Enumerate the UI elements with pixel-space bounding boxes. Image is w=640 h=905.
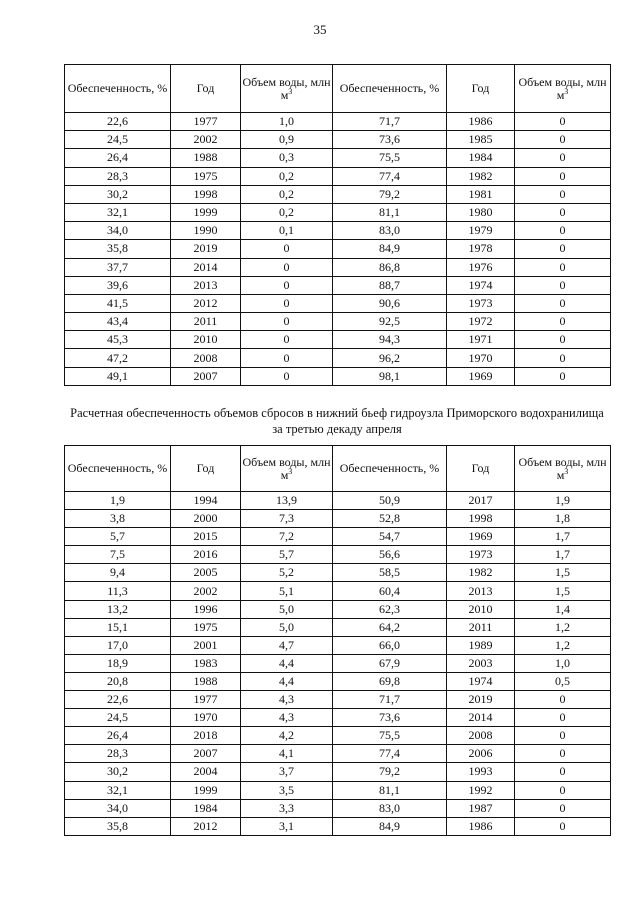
table-cell: 77,4 bbox=[333, 745, 447, 763]
table-cell: 30,2 bbox=[65, 185, 171, 203]
table-cell: 2002 bbox=[171, 582, 241, 600]
table-cell: 2014 bbox=[447, 709, 515, 727]
table-cell: 0,1 bbox=[241, 222, 333, 240]
table-cell: 0 bbox=[515, 799, 611, 817]
table-cell: 0 bbox=[515, 691, 611, 709]
table-cell: 1986 bbox=[447, 817, 515, 835]
table-cell: 0 bbox=[515, 258, 611, 276]
table-cell: 5,2 bbox=[241, 564, 333, 582]
table-row bbox=[65, 727, 611, 745]
table-cell: 62,3 bbox=[333, 600, 447, 618]
table-row bbox=[65, 654, 611, 672]
table-cell: 1978 bbox=[447, 240, 515, 258]
table-cell: 39,6 bbox=[65, 276, 171, 294]
supply-table-2 bbox=[64, 445, 611, 836]
table-cell: 1982 bbox=[447, 167, 515, 185]
table-cell: 81,1 bbox=[333, 203, 447, 221]
table-cell: 79,2 bbox=[333, 185, 447, 203]
table-cell: 83,0 bbox=[333, 222, 447, 240]
table-row bbox=[65, 203, 611, 221]
table-cell: 0 bbox=[241, 276, 333, 294]
table-cell: 4,4 bbox=[241, 672, 333, 690]
table-row bbox=[65, 367, 611, 385]
table-row bbox=[65, 349, 611, 367]
table-cell: 77,4 bbox=[333, 167, 447, 185]
table-row bbox=[65, 709, 611, 727]
table-cell: 1987 bbox=[447, 799, 515, 817]
table-row bbox=[65, 781, 611, 799]
table-cell: 1974 bbox=[447, 276, 515, 294]
table-cell: 1974 bbox=[447, 672, 515, 690]
header-supply bbox=[65, 65, 171, 113]
header-volume bbox=[241, 446, 333, 492]
table-body bbox=[65, 492, 611, 836]
table-cell: 1,9 bbox=[65, 492, 171, 510]
table-cell: 3,8 bbox=[65, 510, 171, 528]
table-cell: 3,1 bbox=[241, 817, 333, 835]
table-cell: 1,0 bbox=[241, 113, 333, 131]
table-cell: 1,9 bbox=[515, 492, 611, 510]
table-cell: 2018 bbox=[171, 727, 241, 745]
table-cell: 5,7 bbox=[65, 528, 171, 546]
table-row bbox=[65, 564, 611, 582]
table-row bbox=[65, 817, 611, 835]
table-cell: 79,2 bbox=[333, 763, 447, 781]
table-cell: 34,0 bbox=[65, 799, 171, 817]
table-cell: 2019 bbox=[447, 691, 515, 709]
table-cell: 90,6 bbox=[333, 294, 447, 312]
table-cell: 26,4 bbox=[65, 727, 171, 745]
table-cell: 84,9 bbox=[333, 240, 447, 258]
table-cell: 0,2 bbox=[241, 185, 333, 203]
table-cell: 66,0 bbox=[333, 636, 447, 654]
table-cell: 0,2 bbox=[241, 167, 333, 185]
table-cell: 37,7 bbox=[65, 258, 171, 276]
table-cell: 1969 bbox=[447, 367, 515, 385]
table-cell: 1999 bbox=[171, 781, 241, 799]
table-cell: 35,8 bbox=[65, 240, 171, 258]
table-cell: 4,7 bbox=[241, 636, 333, 654]
table-cell: 0 bbox=[241, 240, 333, 258]
table-cell: 0 bbox=[515, 240, 611, 258]
table-body bbox=[65, 113, 611, 386]
table-cell: 0 bbox=[515, 185, 611, 203]
table-cell: 0 bbox=[515, 294, 611, 312]
header-supply-label: Обеспеченность, % bbox=[339, 81, 440, 95]
table-cell: 1992 bbox=[447, 781, 515, 799]
table-cell: 4,1 bbox=[241, 745, 333, 763]
table-cell: 2007 bbox=[171, 745, 241, 763]
table-row bbox=[65, 131, 611, 149]
table-cell: 0 bbox=[515, 781, 611, 799]
table-cell: 41,5 bbox=[65, 294, 171, 312]
header-volume bbox=[241, 65, 333, 113]
table-cell: 4,4 bbox=[241, 654, 333, 672]
table-cell: 1,7 bbox=[515, 546, 611, 564]
table-cell: 9,4 bbox=[65, 564, 171, 582]
table-cell: 32,1 bbox=[65, 781, 171, 799]
header-year bbox=[171, 65, 241, 113]
table-cell: 15,1 bbox=[65, 618, 171, 636]
table-cell: 2012 bbox=[171, 294, 241, 312]
table-row bbox=[65, 636, 611, 654]
table-cell: 71,7 bbox=[333, 113, 447, 131]
header-volume-sup: 3 bbox=[288, 86, 293, 96]
table-row bbox=[65, 113, 611, 131]
table-cell: 0 bbox=[515, 113, 611, 131]
table-row bbox=[65, 294, 611, 312]
table-row bbox=[65, 582, 611, 600]
header-volume-sup: 3 bbox=[564, 466, 569, 476]
table-cell: 1,7 bbox=[515, 528, 611, 546]
table-cell: 2019 bbox=[171, 240, 241, 258]
table-cell: 0 bbox=[241, 294, 333, 312]
table-cell: 54,7 bbox=[333, 528, 447, 546]
table-cell: 2013 bbox=[447, 582, 515, 600]
table-cell: 0,3 bbox=[241, 149, 333, 167]
table-cell: 2000 bbox=[171, 510, 241, 528]
table-row bbox=[65, 222, 611, 240]
table-row bbox=[65, 618, 611, 636]
table-cell: 0 bbox=[515, 817, 611, 835]
header-year-label: Год bbox=[196, 461, 215, 475]
table-cell: 2002 bbox=[171, 131, 241, 149]
table-cell: 1985 bbox=[447, 131, 515, 149]
table-row bbox=[65, 185, 611, 203]
header-year bbox=[447, 446, 515, 492]
table-cell: 1,4 bbox=[515, 600, 611, 618]
table-cell: 47,2 bbox=[65, 349, 171, 367]
table-cell: 1979 bbox=[447, 222, 515, 240]
table-cell: 52,8 bbox=[333, 510, 447, 528]
table-cell: 1996 bbox=[171, 600, 241, 618]
header-year-label: Год bbox=[471, 81, 490, 95]
table-cell: 4,3 bbox=[241, 709, 333, 727]
table-row bbox=[65, 331, 611, 349]
table-cell: 2007 bbox=[171, 367, 241, 385]
table-cell: 1,5 bbox=[515, 564, 611, 582]
table-cell: 5,0 bbox=[241, 618, 333, 636]
table-cell: 1976 bbox=[447, 258, 515, 276]
table-cell: 2004 bbox=[171, 763, 241, 781]
header-supply-label: Обеспеченность, % bbox=[339, 461, 440, 475]
header-volume-sup: 3 bbox=[288, 466, 293, 476]
header-supply-label: Обеспеченность, % bbox=[67, 81, 168, 95]
table-cell: 81,1 bbox=[333, 781, 447, 799]
table-cell: 73,6 bbox=[333, 709, 447, 727]
table-cell: 1970 bbox=[171, 709, 241, 727]
table-cell: 34,0 bbox=[65, 222, 171, 240]
header-supply bbox=[65, 446, 171, 492]
table-cell: 45,3 bbox=[65, 331, 171, 349]
table-row bbox=[65, 763, 611, 781]
table-cell: 1970 bbox=[447, 349, 515, 367]
table-row bbox=[65, 546, 611, 564]
table-cell: 88,7 bbox=[333, 276, 447, 294]
table-cell: 1982 bbox=[447, 564, 515, 582]
table-cell: 7,5 bbox=[65, 546, 171, 564]
table-row bbox=[65, 745, 611, 763]
table-row bbox=[65, 276, 611, 294]
table-cell: 1984 bbox=[447, 149, 515, 167]
table-cell: 13,9 bbox=[241, 492, 333, 510]
table-cell: 24,5 bbox=[65, 131, 171, 149]
table-row bbox=[65, 672, 611, 690]
header-year-label: Год bbox=[196, 81, 215, 95]
table-cell: 7,2 bbox=[241, 528, 333, 546]
header-volume bbox=[515, 446, 611, 492]
table-cell: 2014 bbox=[171, 258, 241, 276]
table-cell: 1,2 bbox=[515, 636, 611, 654]
table-cell: 0 bbox=[515, 331, 611, 349]
table-cell: 0,9 bbox=[241, 131, 333, 149]
table-cell: 7,3 bbox=[241, 510, 333, 528]
table-cell: 22,6 bbox=[65, 691, 171, 709]
header-year-label: Год bbox=[471, 461, 490, 475]
table-cell: 0,5 bbox=[515, 672, 611, 690]
table-cell: 18,9 bbox=[65, 654, 171, 672]
header-volume-label: Объем воды, млн м bbox=[518, 74, 607, 102]
table-cell: 43,4 bbox=[65, 313, 171, 331]
table-cell: 1975 bbox=[171, 618, 241, 636]
table-cell: 2010 bbox=[447, 600, 515, 618]
header-volume-sup: 3 bbox=[564, 86, 569, 96]
table-cell: 1986 bbox=[447, 113, 515, 131]
table-cell: 0 bbox=[241, 313, 333, 331]
table-cell: 1998 bbox=[447, 510, 515, 528]
table-cell: 4,3 bbox=[241, 691, 333, 709]
header-supply-label: Обеспеченность, % bbox=[67, 461, 168, 475]
table-cell: 0 bbox=[515, 709, 611, 727]
table-cell: 2008 bbox=[171, 349, 241, 367]
table-cell: 1975 bbox=[171, 167, 241, 185]
table-cell: 0 bbox=[515, 149, 611, 167]
table-cell: 2011 bbox=[171, 313, 241, 331]
table-cell: 26,4 bbox=[65, 149, 171, 167]
header-volume-label: Объем воды, млн м bbox=[242, 74, 331, 102]
table-cell: 3,5 bbox=[241, 781, 333, 799]
table-cell: 0 bbox=[515, 367, 611, 385]
table-cell: 24,5 bbox=[65, 709, 171, 727]
table-cell: 50,9 bbox=[333, 492, 447, 510]
table-cell: 96,2 bbox=[333, 349, 447, 367]
table-cell: 1988 bbox=[171, 149, 241, 167]
table-cell: 13,2 bbox=[65, 600, 171, 618]
table-cell: 1973 bbox=[447, 546, 515, 564]
header-volume bbox=[515, 65, 611, 113]
table-row bbox=[65, 600, 611, 618]
table-cell: 94,3 bbox=[333, 331, 447, 349]
table-cell: 2001 bbox=[171, 636, 241, 654]
table-cell: 28,3 bbox=[65, 167, 171, 185]
table-cell: 1981 bbox=[447, 185, 515, 203]
table-cell: 60,4 bbox=[333, 582, 447, 600]
table-cell: 1994 bbox=[171, 492, 241, 510]
table-cell: 0 bbox=[515, 763, 611, 781]
table-cell: 49,1 bbox=[65, 367, 171, 385]
table-cell: 35,8 bbox=[65, 817, 171, 835]
table-cell: 22,6 bbox=[65, 113, 171, 131]
table-cell: 1989 bbox=[447, 636, 515, 654]
table-cell: 1988 bbox=[171, 672, 241, 690]
table-cell: 1,5 bbox=[515, 582, 611, 600]
table-cell: 75,5 bbox=[333, 149, 447, 167]
header-supply bbox=[333, 446, 447, 492]
table-cell: 20,8 bbox=[65, 672, 171, 690]
table-row bbox=[65, 313, 611, 331]
table-cell: 71,7 bbox=[333, 691, 447, 709]
header-year bbox=[171, 446, 241, 492]
table-cell: 67,9 bbox=[333, 654, 447, 672]
header-volume-label: Объем воды, млн м bbox=[242, 454, 331, 482]
table-cell: 0 bbox=[241, 367, 333, 385]
table-cell: 4,2 bbox=[241, 727, 333, 745]
table-cell: 2016 bbox=[171, 546, 241, 564]
table-cell: 1977 bbox=[171, 691, 241, 709]
table-cell: 2011 bbox=[447, 618, 515, 636]
table-cell: 1983 bbox=[171, 654, 241, 672]
table-cell: 0 bbox=[515, 313, 611, 331]
table-cell: 17,0 bbox=[65, 636, 171, 654]
table-cell: 30,2 bbox=[65, 763, 171, 781]
table-cell: 64,2 bbox=[333, 618, 447, 636]
table-cell: 1972 bbox=[447, 313, 515, 331]
table-cell: 2012 bbox=[171, 817, 241, 835]
table-cell: 1,0 bbox=[515, 654, 611, 672]
table-cell: 1984 bbox=[171, 799, 241, 817]
table-cell: 0 bbox=[515, 276, 611, 294]
header-year bbox=[447, 65, 515, 113]
table-cell: 1,8 bbox=[515, 510, 611, 528]
table-cell: 0 bbox=[515, 222, 611, 240]
table-cell: 1990 bbox=[171, 222, 241, 240]
table-row bbox=[65, 149, 611, 167]
table-cell: 0 bbox=[515, 727, 611, 745]
page-number: 35 bbox=[313, 22, 327, 37]
table-row bbox=[65, 258, 611, 276]
table-header-row bbox=[65, 446, 611, 492]
table-cell: 2013 bbox=[171, 276, 241, 294]
table-row bbox=[65, 492, 611, 510]
header-volume-label: Объем воды, млн м bbox=[518, 454, 607, 482]
table-cell: 5,1 bbox=[241, 582, 333, 600]
table-cell: 1,2 bbox=[515, 618, 611, 636]
table-cell: 1998 bbox=[171, 185, 241, 203]
table-header-row bbox=[65, 65, 611, 113]
table-cell: 0 bbox=[515, 203, 611, 221]
table-cell: 0 bbox=[241, 331, 333, 349]
table-row bbox=[65, 240, 611, 258]
table-cell: 1980 bbox=[447, 203, 515, 221]
table-cell: 32,1 bbox=[65, 203, 171, 221]
table-cell: 0,2 bbox=[241, 203, 333, 221]
table-cell: 1977 bbox=[171, 113, 241, 131]
table-cell: 3,3 bbox=[241, 799, 333, 817]
table-cell: 0 bbox=[241, 349, 333, 367]
table-cell: 11,3 bbox=[65, 582, 171, 600]
table-cell: 1969 bbox=[447, 528, 515, 546]
table-cell: 75,5 bbox=[333, 727, 447, 745]
table-cell: 83,0 bbox=[333, 799, 447, 817]
table-cell: 92,5 bbox=[333, 313, 447, 331]
table-cell: 0 bbox=[515, 745, 611, 763]
table-cell: 2008 bbox=[447, 727, 515, 745]
table-cell: 2006 bbox=[447, 745, 515, 763]
table-cell: 0 bbox=[515, 131, 611, 149]
header-supply bbox=[333, 65, 447, 113]
table-cell: 2010 bbox=[171, 331, 241, 349]
table-cell: 56,6 bbox=[333, 546, 447, 564]
table-cell: 2015 bbox=[171, 528, 241, 546]
table-cell: 2017 bbox=[447, 492, 515, 510]
table-cell: 2005 bbox=[171, 564, 241, 582]
table-row bbox=[65, 799, 611, 817]
table-cell: 5,7 bbox=[241, 546, 333, 564]
table-cell: 73,6 bbox=[333, 131, 447, 149]
table-cell: 0 bbox=[515, 349, 611, 367]
table-cell: 69,8 bbox=[333, 672, 447, 690]
supply-table-1 bbox=[64, 64, 611, 386]
table-cell: 1973 bbox=[447, 294, 515, 312]
table-cell: 28,3 bbox=[65, 745, 171, 763]
table-caption: Расчетная обеспеченность объемов сбросов в нижний бьеф гидроузла Приморского водохранилища за третью декаду апреля bbox=[70, 406, 604, 436]
table-cell: 0 bbox=[241, 258, 333, 276]
table-cell: 86,8 bbox=[333, 258, 447, 276]
table-row bbox=[65, 691, 611, 709]
table-cell: 1971 bbox=[447, 331, 515, 349]
table-cell: 1999 bbox=[171, 203, 241, 221]
table-row bbox=[65, 528, 611, 546]
table-cell: 3,7 bbox=[241, 763, 333, 781]
table-cell: 84,9 bbox=[333, 817, 447, 835]
table-row bbox=[65, 167, 611, 185]
table-cell: 58,5 bbox=[333, 564, 447, 582]
table-cell: 2003 bbox=[447, 654, 515, 672]
table-cell: 0 bbox=[515, 167, 611, 185]
table-row bbox=[65, 510, 611, 528]
table-cell: 1993 bbox=[447, 763, 515, 781]
table-cell: 5,0 bbox=[241, 600, 333, 618]
table-cell: 98,1 bbox=[333, 367, 447, 385]
